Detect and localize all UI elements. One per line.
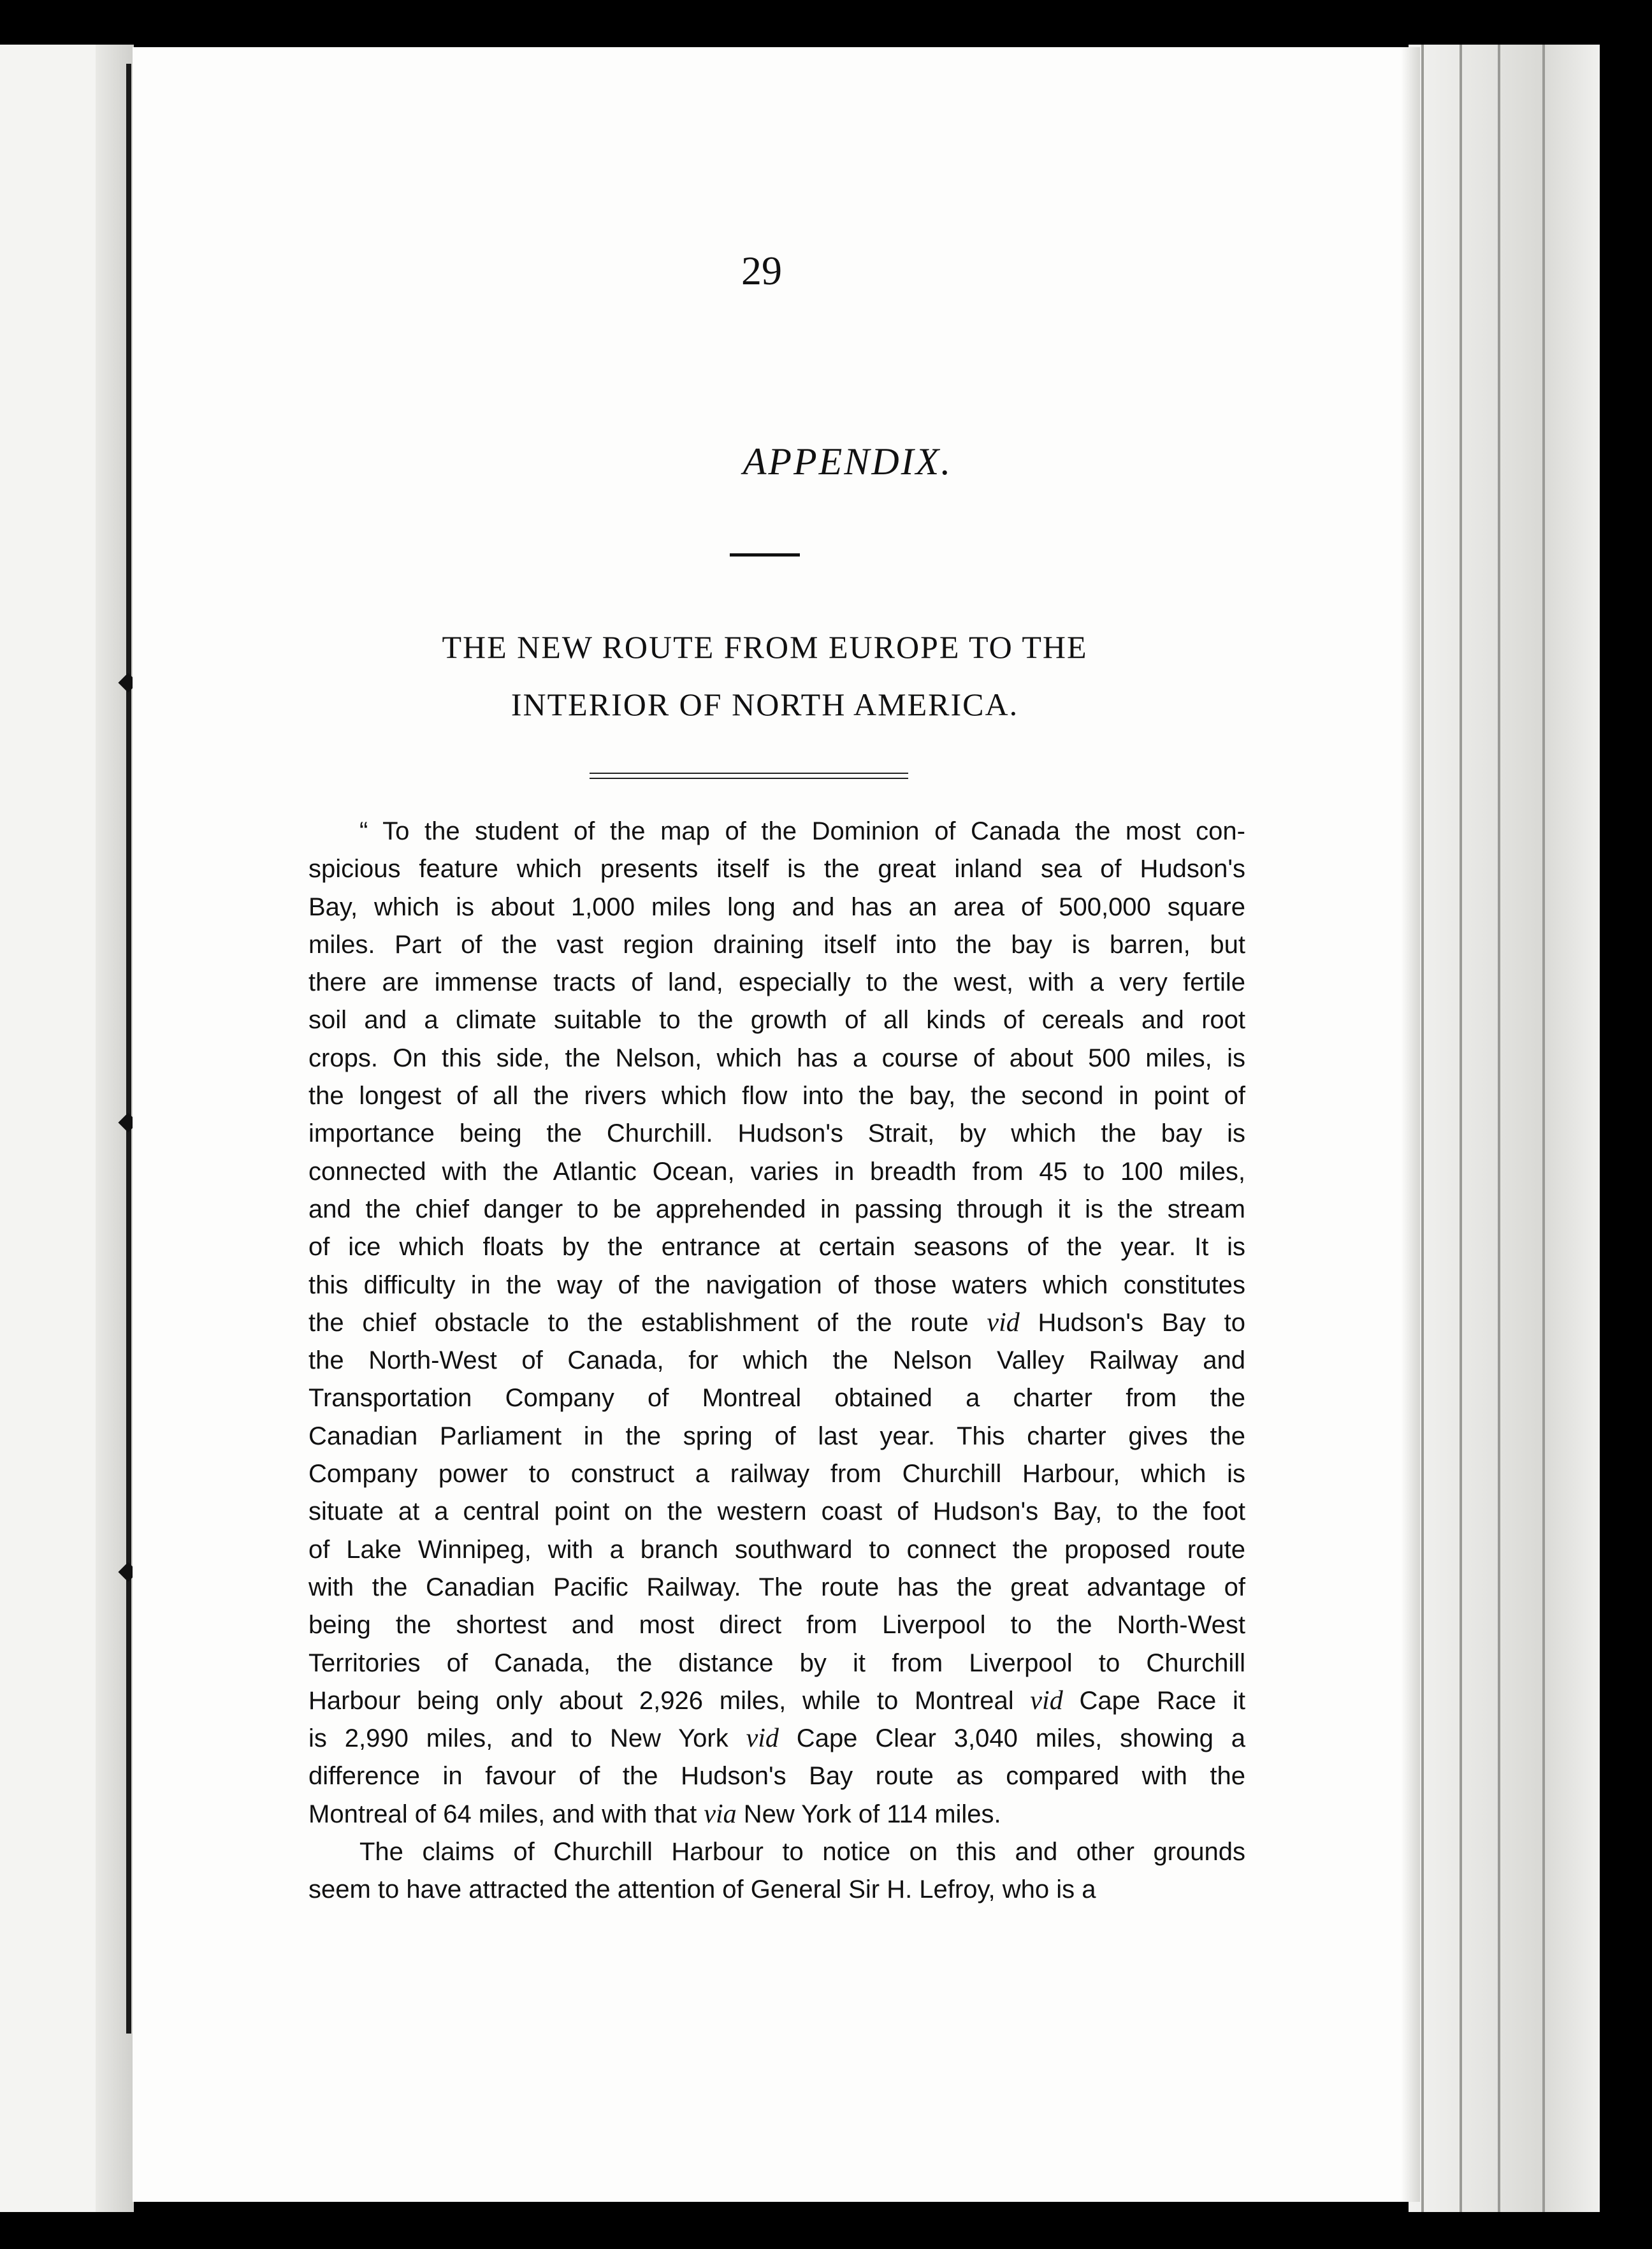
- page-shadow: [1401, 47, 1420, 2202]
- text-run: Hudson's Bay to: [1019, 1308, 1246, 1337]
- binding-gutter: [126, 64, 131, 2034]
- text-line: Canadian Parliament in the spring of last year. This charter gives the: [308, 1422, 1245, 1450]
- text-line: connected with the Atlantic Ocean, varies in breadth from 45 to 100 miles,: [308, 1157, 1245, 1186]
- text-line: spicious feature which presents itself is the great inland sea of Hudson's: [308, 855, 1245, 884]
- text-line: this difficulty in the way of the navigation of those waters which constitutes: [308, 1270, 1245, 1299]
- italic-word: vid: [1030, 1685, 1063, 1715]
- text-line: Bay, which is about 1,000 miles long and has an area of 500,000 square: [308, 892, 1245, 921]
- page-edge-line: [1460, 45, 1462, 2212]
- page-number: 29: [741, 248, 782, 293]
- text-line: Company power to construct a railway from Churchill Harbour, which is: [308, 1460, 1245, 1488]
- stacked-page-edges: [1409, 45, 1600, 2212]
- text-line: there are immense tracts of land, especially to the west, with a very fertile: [308, 968, 1245, 997]
- text-run: is 2,990 miles, and to New York: [308, 1724, 746, 1753]
- text-line: miles. Part of the vast region draining itself into the bay is barren, but: [308, 930, 1245, 959]
- text-run: the chief obstacle to the establishment of the route: [308, 1308, 987, 1337]
- text-line: being the shortest and most direct from Liverpool to the North-West: [308, 1611, 1245, 1640]
- heading-line: THE NEW ROUTE FROM EUROPE TO THE: [442, 629, 1088, 665]
- italic-word: vid: [746, 1724, 779, 1754]
- text-line: The claims of Churchill Harbour to notice on this and other grounds: [359, 1838, 1245, 1867]
- text-line: the North-West of Canada, for which the Nelson Valley Railway and: [308, 1346, 1245, 1375]
- text-line: Transportation Company of Montreal obtained a charter from the: [308, 1384, 1245, 1413]
- body-text: [308, 813, 1245, 1909]
- page-edge-line: [1421, 45, 1424, 2212]
- text-run: Cape Clear 3,040 miles, showing a: [778, 1724, 1245, 1753]
- heading-double-rule: [590, 773, 908, 779]
- text-line: importance being the Churchill. Hudson's Strait, by which the bay is: [308, 1119, 1245, 1148]
- text-run: New York of 114 miles.: [736, 1800, 1001, 1828]
- text-line: [308, 1682, 1245, 1720]
- text-line: Territories of Canada, the distance by it from Liverpool to Churchill: [308, 1649, 1245, 1677]
- section-heading: [293, 618, 1236, 733]
- text-line: seem to have attracted the attention of General Sir H. Lefroy, who is a: [308, 1875, 1096, 1904]
- appendix-title: APPENDIX.: [743, 440, 953, 483]
- text-line: and the chief danger to be apprehended in passing through it is the stream: [308, 1195, 1245, 1223]
- text-line: situate at a central point on the western coast of Hudson's Bay, to the foot: [308, 1497, 1245, 1526]
- page-edge-line: [1542, 45, 1545, 2212]
- text-line: [308, 1304, 1245, 1342]
- text-line: with the Canadian Pacific Railway. The route has the great advantage of: [308, 1573, 1245, 1601]
- text-line: the longest of all the rivers which flow into the bay, the second in point of: [308, 1082, 1245, 1110]
- page-edge-line: [1498, 45, 1500, 2212]
- text-line: of Lake Winnipeg, with a branch southward to connect the proposed route: [308, 1535, 1245, 1564]
- text-run: Montreal of 64 miles, and with that: [308, 1800, 704, 1828]
- text-run: Cape Race it: [1062, 1686, 1245, 1715]
- text-line: of ice which floats by the entrance at certain seasons of the year. It is: [308, 1233, 1245, 1262]
- italic-word: via: [704, 1799, 737, 1829]
- heading-line: INTERIOR OF NORTH AMERICA.: [511, 687, 1019, 722]
- text-line: crops. On this side, the Nelson, which has a course of about 500 miles, is: [308, 1044, 1245, 1072]
- previous-page-edge: [0, 45, 134, 2212]
- title-rule: [730, 553, 800, 557]
- text-line: difference in favour of the Hudson's Bay route as compared with the: [308, 1762, 1245, 1791]
- text-run: Harbour being only about 2,926 miles, while to Montreal: [308, 1686, 1031, 1715]
- italic-word: vid: [987, 1307, 1020, 1337]
- text-line: [308, 1796, 1245, 1833]
- text-line: [308, 1720, 1245, 1758]
- text-line: “ To the student of the map of the Dominion of Canada the most con-: [359, 817, 1245, 845]
- text-line: soil and a climate suitable to the growth of all kinds of cereals and root: [308, 1006, 1245, 1035]
